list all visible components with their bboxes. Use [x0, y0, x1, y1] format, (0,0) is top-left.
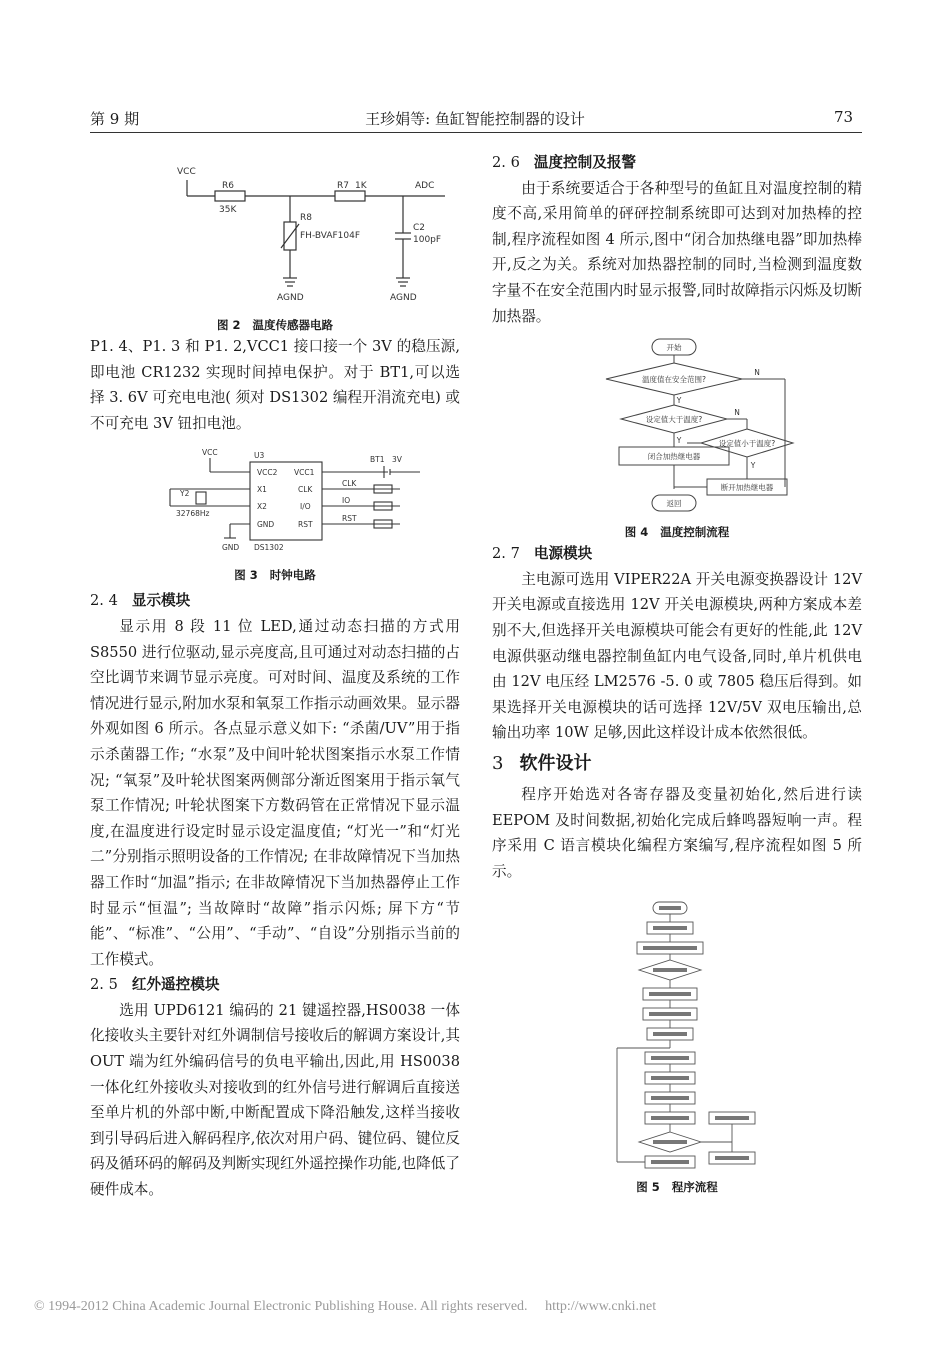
copyright-footer: [34, 1299, 656, 1315]
signal-io: IO: [342, 496, 351, 506]
flow-y3: Y: [750, 461, 756, 471]
pin-clk: CLK: [298, 485, 313, 495]
section-2-6-heading: 2. 6 温度控制及报警: [492, 154, 637, 171]
pin-x2: X2: [257, 502, 267, 512]
ground-label: GND: [222, 543, 240, 553]
flow-n2: N: [734, 408, 740, 418]
agnd-label-2: AGND: [390, 293, 417, 303]
flow-y1: Y: [676, 396, 682, 406]
y2-value: 32768Hz: [176, 509, 210, 519]
running-title: 王珍娟等: 鱼缸智能控制器的设计: [365, 110, 585, 128]
signal-rst: RST: [342, 514, 357, 524]
temperature-control-flowchart: [557, 337, 797, 515]
pin-gnd: GND: [257, 520, 275, 530]
program-flowchart: [587, 898, 767, 1174]
r6-value: 35K: [219, 205, 237, 215]
figure-5-caption: 图 5 程序流程: [636, 1180, 718, 1195]
flow-y2: Y: [676, 436, 682, 446]
signal-clk: CLK: [342, 479, 357, 489]
clock-vcc-label: VCC: [202, 448, 218, 458]
flow-q3: 设定值小于温度?: [718, 439, 776, 449]
section-2-7-text: 主电源可选用 VIPER22A 开关电源变换器设计 12V 开关电源或直接选用 12V 开关电源模块,两种方案成本差别不大,但选择开关电源模块可能会有更好的性能,此 12V 电源供驱动继电器控制鱼缸内电气设备,同时,单片机供电由 12V 电压经 LM2576 -5. 0 或 7805 稳压后得到。如果选择开关电源模块的话可选择 12V/5V 双电压输出,总输出功率 10W 足够,因此这样设计成本依然很低。: [492, 570, 862, 742]
figure-4-caption: 图 4 温度控制流程: [624, 525, 730, 540]
y2-label: Y2: [180, 489, 190, 499]
page-number: 73: [834, 108, 854, 126]
flow-close: 闭合加热继电器: [647, 452, 701, 462]
pin-vcc2: VCC2: [257, 468, 278, 478]
r7-value: 1K: [355, 181, 367, 191]
flow-q1: 温度值在安全范围?: [642, 375, 706, 385]
c2-label: C2: [413, 223, 426, 233]
section-2-4-text: 显示用 8 段 11 位 LED,通过动态扫描的方式用 S8550 进行位驱动,显示亮度高,且可通过对动态扫描的占空比调节来调节显示亮度。可对时间、温度及系统的工作情况进行显示,附加水泵和氧泵工作指示动画效果。显示器外观如图 6 所示。各点显示意义如下: “杀菌/UV”用于指示杀菌器工作; “水泵”及中间叶轮状图案指示水泵工作情况; “氧泵”及叶轮状图案两侧部分渐近图案用于指示氧气泵工作情况; 叶轮状图案下方数码管在正常情况下显示温度,在温度进行设定时显示设定温度值; “灯光一”和“灯光二”分别指示照明设备的工作情况; 在非故障情况下当加热器工作时“加温”指示; 在非故障情况下当加热器停止工作时显示“恒温”; 当故障时“故障”指示闪烁; 屏下方“节能”、“标准”、“公用”、“手动”、“自设”分别指示当前的工作模式。: [90, 617, 460, 968]
flow-n1: N: [754, 368, 760, 378]
flow-start: 开始: [666, 343, 682, 353]
pin-vcc1: VCC1: [294, 468, 315, 478]
section-3-text: 程序开始选对各寄存器及变量初始化,然后进行读 EEPOM 及时间数据,初始化完成后蜂鸣器短响一声。程序采用 C 语言模块化编程方案编写,程序流程如图 5 所示。: [492, 785, 862, 880]
u3-label: U3: [254, 451, 265, 461]
r7-label: R7: [337, 181, 349, 191]
pin-x1: X1: [257, 485, 267, 495]
clock-circuit: [130, 444, 420, 556]
copyright-text: © 1994-2012 China Academic Journal Electronic Publishing House. All rights reserved.: [34, 1299, 528, 1314]
left-column: [90, 158, 460, 1203]
pin-io: I/O: [300, 502, 311, 512]
section-2-5-text: 选用 UPD6121 编码的 21 键遥控器,HS0038 一体化接收头主要针对红外调制信号接收后的解调方案设计,其 OUT 端为红外编码信号的负电平输出,因此,用 HS0038 一体化红外接收头对接收到的红外信号进行解调后直接送至单片机的外部中断,中断配置成下降沿触发,这样当接收到引导码后进入解码程序,依次对用户码、键位码、键位反码及循环码的解码及判断实现红外遥控操作功能,也降低了硬件成本。: [90, 1001, 460, 1199]
flow-return: 返回: [666, 499, 682, 509]
paragraph-clock-power: P1. 4、P1. 3 和 P1. 2,VCC1 接口接一个 3V 的稳压源,即电池 CR1232 实现时间掉电保护。对于 BT1,可以选择 3. 6V 可充电电池( 须对 DS1302 编程开涓流充电) 或不可充电 3V 钮扣电池。: [90, 338, 460, 432]
pin-rst: RST: [298, 520, 313, 530]
figure-3-caption: 图 3 时钟电路: [234, 568, 316, 583]
r8-value: FH-BVAF104F: [300, 231, 361, 241]
r6-label: R6: [222, 181, 234, 191]
c2-value: 100pF: [413, 235, 442, 245]
right-column: [492, 150, 862, 1196]
bt1-value: 3V: [392, 455, 402, 465]
section-2-5-heading: 2. 5 红外遥控模块: [90, 976, 220, 994]
r8-label: R8: [300, 213, 312, 223]
section-2-4-heading: 2. 4 显示模块: [90, 592, 191, 610]
section-2-6-text: 由于系统要适合于各种型号的鱼缸且对温度控制的精度不高,采用简单的砰砰控制系统即可达到对加热棒的控制,程序流程如图 4 所示,图中“闭合加热继电器”即加热棒开,反之为关。系统对加热器控制的同时,当检测到温度数字量不在安全范围内时显示报警,同时故障指示闪烁及切断加热器。: [492, 179, 862, 325]
section-3-heading: 3 软件设计: [492, 752, 592, 774]
agnd-label-1: AGND: [277, 293, 304, 303]
vcc-label: VCC: [177, 167, 196, 177]
header-rule: [90, 132, 862, 133]
chip-label: DS1302: [254, 543, 284, 553]
adc-label: ADC: [415, 181, 435, 191]
figure-2-caption: 图 2 温度传感器电路: [216, 318, 333, 332]
flow-q2: 设定值大于温度?: [645, 415, 703, 425]
cnki-link[interactable]: http://www.cnki.net: [545, 1299, 657, 1314]
issue-number: 第 9 期: [90, 110, 140, 128]
bt1-label: BT1: [370, 455, 385, 465]
temperature-sensor-circuit: [115, 158, 442, 310]
flow-open: 断开加热继电器: [720, 483, 774, 493]
section-2-7-heading: 2. 7 电源模块: [492, 545, 593, 563]
